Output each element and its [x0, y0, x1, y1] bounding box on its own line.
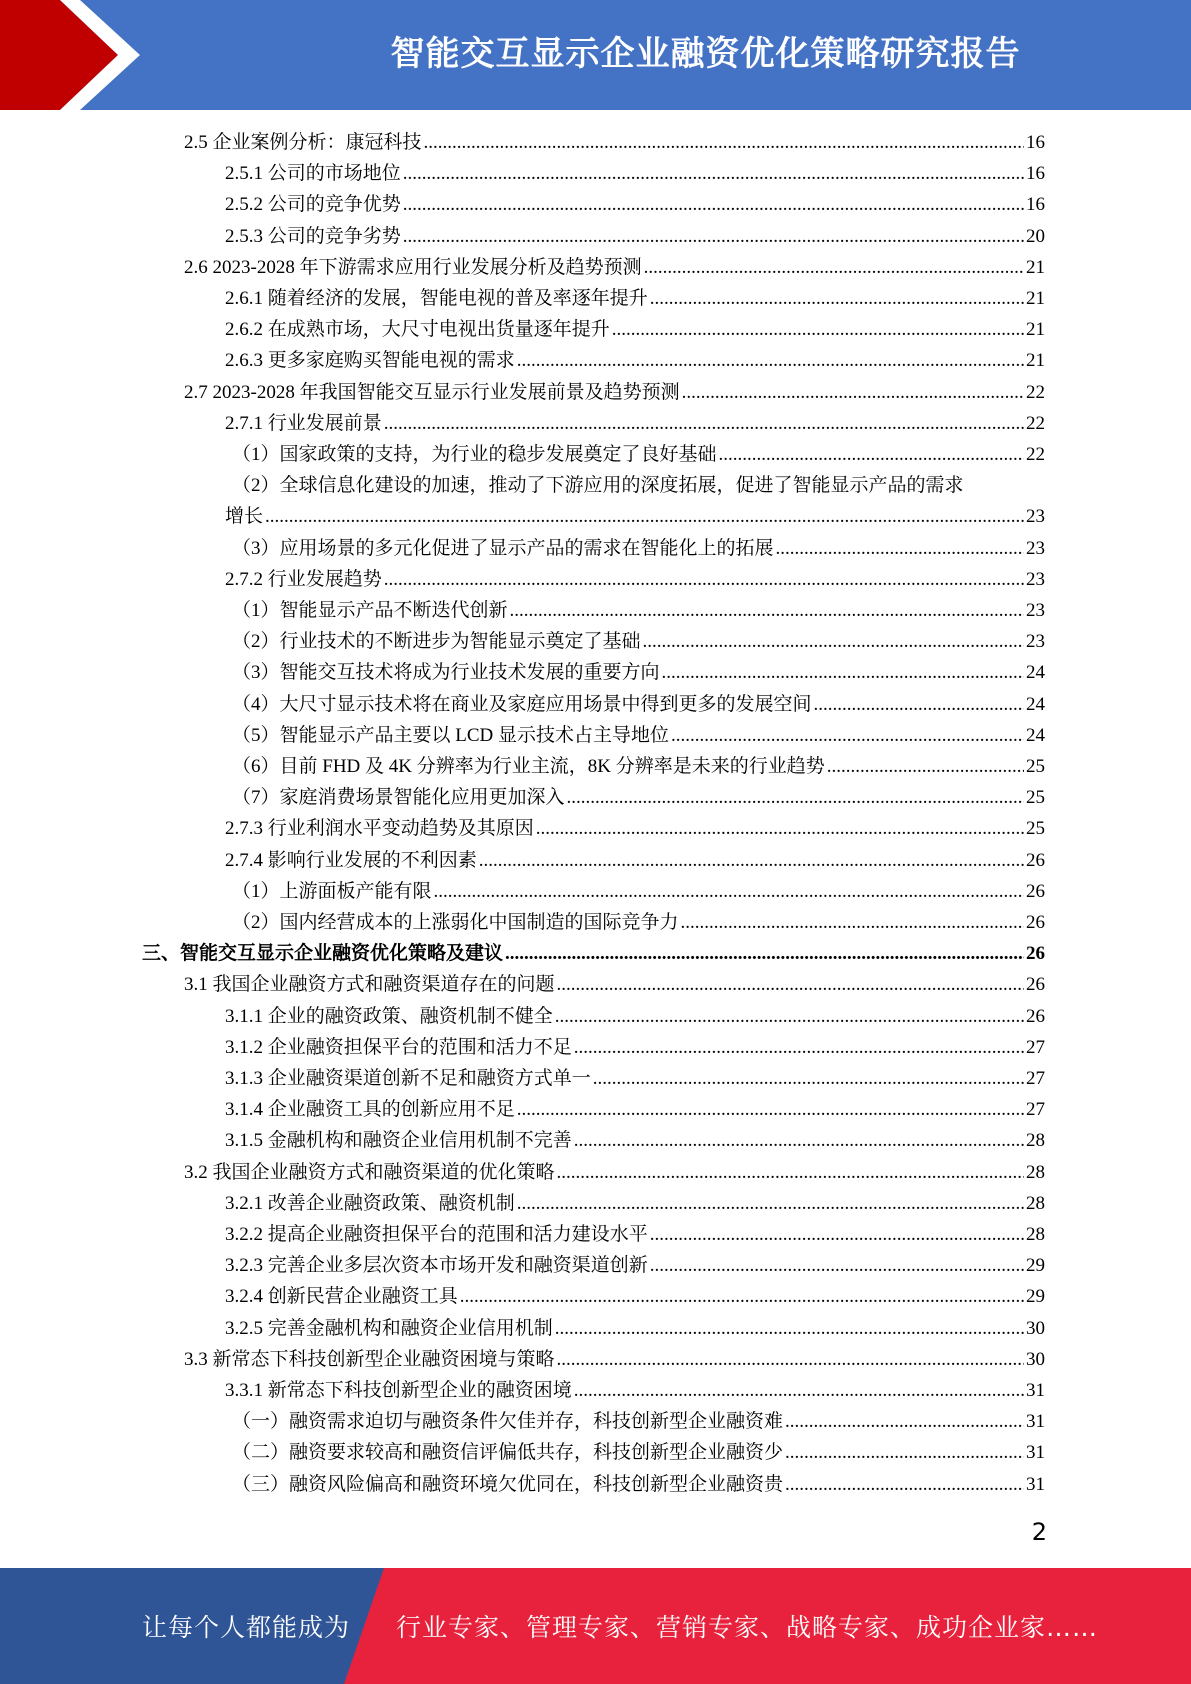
toc-entry-title: 2.7.2 行业发展趋势 [225, 568, 382, 590]
toc-entry-title: 2.7.1 行业发展前景 [225, 412, 382, 434]
toc-entry-title: （1）上游面板产能有限 [232, 880, 432, 902]
toc-entry[interactable] [225, 221, 1045, 252]
toc-entry[interactable] [184, 127, 1045, 158]
toc-page-number: 28 [1026, 1224, 1045, 1245]
toc-leader-dots [814, 689, 1024, 720]
toc-entry[interactable] [232, 595, 1045, 626]
toc-page-number: 21 [1026, 350, 1045, 372]
toc-entry-title: （2）国内经营成本的上涨弱化中国制造的国际竞争力 [232, 912, 679, 933]
toc-entry-title: 3.2.2 提高企业融资担保平台的范围和活力建设水平 [225, 1224, 648, 1245]
toc-entry[interactable] [232, 657, 1045, 688]
toc-leader-dots [517, 345, 1024, 376]
toc-entry-title: （一）融资需求迫切与融资条件欠佳并存，科技创新型企业融资难 [232, 1411, 784, 1433]
toc-entry[interactable] [232, 720, 1045, 751]
toc-page-number: 27 [1026, 1099, 1045, 1121]
toc-entry[interactable] [232, 439, 1045, 470]
toc-page-number: 28 [1026, 1161, 1045, 1183]
toc-entry[interactable] [225, 158, 1045, 189]
toc-entry[interactable] [225, 1188, 1045, 1219]
toc-entry-title: （1）智能显示产品不断迭代创新 [232, 600, 508, 621]
toc-entry[interactable] [225, 1063, 1045, 1094]
toc-page-number: 26 [1026, 849, 1045, 871]
toc-leader-dots [719, 439, 1024, 470]
toc-entry-title: 3.3.1 新常态下科技创新型企业的融资困境 [225, 1380, 572, 1401]
toc-entry[interactable] [225, 408, 1045, 439]
toc-entry[interactable] [232, 1437, 1045, 1468]
toc-entry[interactable] [232, 876, 1045, 907]
toc-page-number: 27 [1026, 1036, 1045, 1058]
toc-page-number: 28 [1026, 1192, 1045, 1214]
toc-entry-title: （4）大尺寸显示技术将在商业及家庭应用场景中得到更多的发展空间 [232, 693, 812, 715]
toc-entry-title: （6）目前 FHD 及 4K 分辨率为行业主流，8K 分辨率是未来的行业趋势 [232, 756, 825, 777]
toc-leader-dots [510, 595, 1024, 626]
toc-entry[interactable] [232, 626, 1045, 657]
toc-leader-dots [403, 158, 1024, 189]
toc-leader-dots [681, 907, 1024, 938]
toc-leader-dots [517, 1094, 1024, 1125]
toc-entry-title: 2.6.2 在成熟市场，大尺寸电视出货量逐年提升 [225, 319, 610, 341]
toc-entry[interactable] [184, 377, 1045, 408]
toc-page-number: 16 [1026, 194, 1045, 216]
toc-page-number: 23 [1026, 506, 1045, 528]
toc-leader-dots [424, 127, 1024, 158]
toc-page-number: 21 [1026, 256, 1045, 278]
toc-leader-dots [555, 1001, 1024, 1032]
toc-leader-dots [403, 221, 1024, 252]
toc-leader-dots [650, 283, 1024, 314]
toc-leader-dots [682, 377, 1024, 408]
toc-entry-title: 2.5.3 公司的竞争劣势 [225, 225, 401, 247]
toc-entry[interactable] [232, 782, 1045, 813]
toc-entry-title: 3.1.2 企业融资担保平台的范围和活力不足 [225, 1036, 572, 1058]
toc-page-number: 26 [1026, 880, 1045, 902]
toc-page-number: 23 [1026, 631, 1045, 653]
toc-page-number: 26 [1026, 943, 1045, 965]
toc-leader-dots [644, 252, 1024, 283]
toc-entry[interactable] [232, 1406, 1045, 1437]
toc-leader-dots [536, 813, 1024, 844]
toc-entry[interactable] [225, 1281, 1045, 1312]
toc-leader-dots [265, 501, 1024, 532]
toc-leader-dots [479, 845, 1024, 876]
toc-entry[interactable] [184, 1344, 1045, 1375]
toc-leader-dots [557, 1157, 1024, 1188]
toc-entry-title: 2.5.2 公司的竞争优势 [225, 194, 401, 216]
toc-page-number: 29 [1026, 1286, 1045, 1308]
toc-page-number: 23 [1026, 600, 1045, 621]
toc-entry[interactable] [225, 813, 1045, 844]
toc-leader-dots [557, 1344, 1024, 1375]
toc-entry[interactable] [225, 501, 1045, 532]
toc-entry-title: （三）融资风险偏高和融资环境欠优同在，科技创新型企业融资贵 [232, 1473, 784, 1495]
toc-entry[interactable] [232, 470, 1055, 501]
toc-entry[interactable] [232, 751, 1045, 782]
toc-page-number: 22 [1026, 412, 1045, 434]
toc-entry[interactable] [225, 314, 1045, 345]
toc-entry-title: 3.2.3 完善企业多层次资本市场开发和融资渠道创新 [225, 1255, 648, 1277]
toc-leader-dots [574, 1032, 1024, 1063]
toc-page-number: 26 [1026, 974, 1045, 996]
toc-entry-title: 3.3 新常态下科技创新型企业融资困境与策略 [184, 1348, 555, 1370]
toc-entry-title: （3）应用场景的多元化促进了显示产品的需求在智能化上的拓展 [232, 537, 774, 559]
toc-entry[interactable] [225, 1001, 1045, 1032]
toc-entry-title: 3.2 我国企业融资方式和融资渠道的优化策略 [184, 1161, 555, 1183]
toc-page-number: 28 [1026, 1130, 1045, 1152]
toc-leader-dots [505, 938, 1024, 969]
toc-leader-dots [785, 1437, 1024, 1468]
toc-page-number: 30 [1026, 1317, 1045, 1339]
toc-leader-dots [650, 1250, 1024, 1281]
toc-entry-title: 2.5.1 公司的市场地位 [225, 163, 401, 185]
toc-entry-title: 3.2.4 创新民营企业融资工具 [225, 1286, 458, 1308]
toc-entry[interactable] [225, 345, 1045, 376]
toc-page-number: 16 [1026, 163, 1045, 185]
toc-leader-dots [776, 533, 1024, 564]
toc-leader-dots [557, 969, 1024, 1000]
page-number: 2 [1031, 1518, 1047, 1546]
toc-leader-dots [785, 1469, 1024, 1500]
toc-entry[interactable] [225, 1094, 1045, 1125]
toc-entry[interactable] [225, 1375, 1045, 1406]
toc-page-number: 20 [1026, 225, 1045, 247]
toc-entry-title: 2.7.3 行业利润水平变动趋势及其原因 [225, 818, 534, 840]
toc-entry-title: 2.5 企业案例分析：康冠科技 [184, 132, 422, 153]
toc-leader-dots [555, 1313, 1024, 1344]
toc-leader-dots [593, 1063, 1024, 1094]
toc-leader-dots [612, 314, 1024, 345]
toc-page-number: 31 [1026, 1442, 1045, 1464]
toc-entry[interactable] [225, 564, 1045, 595]
toc-entry[interactable] [184, 252, 1045, 283]
toc-entry[interactable] [142, 938, 1045, 969]
toc-entry-title: （二）融资要求较高和融资信评偏低共存，科技创新型企业融资少 [232, 1442, 784, 1464]
report-title: 智能交互显示企业融资优化策略研究报告 [390, 34, 1021, 74]
toc-entry-title: 三、智能交互显示企业融资优化策略及建议 [142, 943, 504, 965]
footer-slogan-left: 让每个人都能成为 [142, 1613, 351, 1642]
toc-entry-title: （5）智能显示产品主要以 LCD 显示技术占主导地位 [232, 724, 670, 746]
toc-entry[interactable] [225, 189, 1045, 220]
toc-entry-title: 2.6.1 随着经济的发展，智能电视的普及率逐年提升 [225, 288, 648, 309]
footer-banner [0, 1568, 1191, 1684]
toc-leader-dots [662, 657, 1024, 688]
toc-entry[interactable] [225, 1125, 1045, 1156]
toc-page-number: 16 [1026, 132, 1045, 153]
header-banner [0, 0, 1191, 110]
toc-leader-dots [517, 1188, 1024, 1219]
toc-page-number: 31 [1026, 1473, 1045, 1495]
toc-leader-dots [403, 189, 1024, 220]
toc-leader-dots [827, 751, 1024, 782]
toc-entry[interactable] [225, 1313, 1045, 1344]
toc-entry-title: 3.1.4 企业融资工具的创新应用不足 [225, 1099, 515, 1121]
toc-page-number: 23 [1026, 537, 1045, 559]
toc-page-number: 21 [1026, 288, 1045, 309]
toc-page-number: 25 [1026, 756, 1045, 777]
toc-entry[interactable] [225, 845, 1045, 876]
toc-leader-dots [643, 626, 1024, 657]
toc-page-number: 30 [1026, 1348, 1045, 1370]
toc-leader-dots [567, 782, 1024, 813]
toc-entry[interactable] [225, 283, 1045, 314]
toc-entry[interactable] [232, 689, 1045, 720]
toc-page-number: 31 [1026, 1380, 1045, 1401]
toc-entry-title: 3.1.5 金融机构和融资企业信用机制不完善 [225, 1130, 572, 1152]
toc-leader-dots [671, 720, 1024, 751]
toc-leader-dots [384, 408, 1024, 439]
toc-page-number: 25 [1026, 818, 1045, 840]
toc-entry-title: （2）行业技术的不断进步为智能显示奠定了基础 [232, 631, 641, 653]
toc-entry[interactable] [184, 1157, 1045, 1188]
toc-leader-dots [434, 876, 1024, 907]
toc-entry-title: （2）全球信息化建设的加速，推动了下游应用的深度拓展，促进了智能显示产品的需求 [232, 475, 964, 497]
toc-entry[interactable] [225, 1032, 1045, 1063]
toc-entry-title: （3）智能交互技术将成为行业技术发展的重要方向 [232, 662, 660, 684]
toc-entry[interactable] [225, 1219, 1045, 1250]
toc-entry-title: 2.6 2023-2028 年下游需求应用行业发展分析及趋势预测 [184, 256, 642, 278]
toc-page-number: 26 [1026, 912, 1045, 933]
toc-entry[interactable] [225, 1250, 1045, 1281]
toc-entry-title: 2.6.3 更多家庭购买智能电视的需求 [225, 350, 515, 372]
toc-entry-title: 2.7 2023-2028 年我国智能交互显示行业发展前景及趋势预测 [184, 381, 680, 403]
toc-entry[interactable] [184, 969, 1045, 1000]
toc-entry[interactable] [232, 1469, 1045, 1500]
toc-leader-dots [574, 1375, 1024, 1406]
toc-page-number: 25 [1026, 787, 1045, 809]
toc-page-number: 23 [1026, 568, 1045, 590]
toc-page-number: 24 [1026, 724, 1045, 746]
toc-entry-title: （7）家庭消费场景智能化应用更加深入 [232, 787, 565, 809]
toc-page-number: 26 [1026, 1005, 1045, 1027]
toc-leader-dots [574, 1125, 1024, 1156]
toc-leader-dots [785, 1406, 1024, 1437]
toc-entry-title: （1）国家政策的支持，为行业的稳步发展奠定了良好基础 [232, 444, 717, 465]
toc-page-number: 24 [1026, 693, 1045, 715]
toc-leader-dots [650, 1219, 1024, 1250]
toc-page-number: 22 [1026, 381, 1045, 403]
toc-page-number: 29 [1026, 1255, 1045, 1277]
toc-page-number: 22 [1026, 444, 1045, 465]
toc-page-number: 21 [1026, 319, 1045, 341]
toc-page-number: 24 [1026, 662, 1045, 684]
toc-entry-title: 3.1.1 企业的融资政策、融资机制不健全 [225, 1005, 553, 1027]
toc-leader-dots [384, 564, 1024, 595]
toc-entry-title: 3.2.1 改善企业融资政策、融资机制 [225, 1192, 515, 1214]
toc-page-number: 27 [1026, 1068, 1045, 1089]
footer-slogan-right: 行业专家、管理专家、营销专家、战略专家、成功企业家…… [396, 1613, 1099, 1642]
toc-entry[interactable] [232, 533, 1045, 564]
toc-entry[interactable] [232, 907, 1045, 938]
toc-entry-title: 3.1 我国企业融资方式和融资渠道存在的问题 [184, 974, 555, 996]
toc-entry-title: 2.7.4 影响行业发展的不利因素 [225, 849, 477, 871]
toc-entry-title: 3.2.5 完善金融机构和融资企业信用机制 [225, 1317, 553, 1339]
toc-entry-title: 3.1.3 企业融资渠道创新不足和融资方式单一 [225, 1068, 591, 1089]
toc-entry-title: 增长 [225, 506, 264, 528]
toc-page-number: 31 [1026, 1411, 1045, 1433]
toc-leader-dots [460, 1281, 1024, 1312]
